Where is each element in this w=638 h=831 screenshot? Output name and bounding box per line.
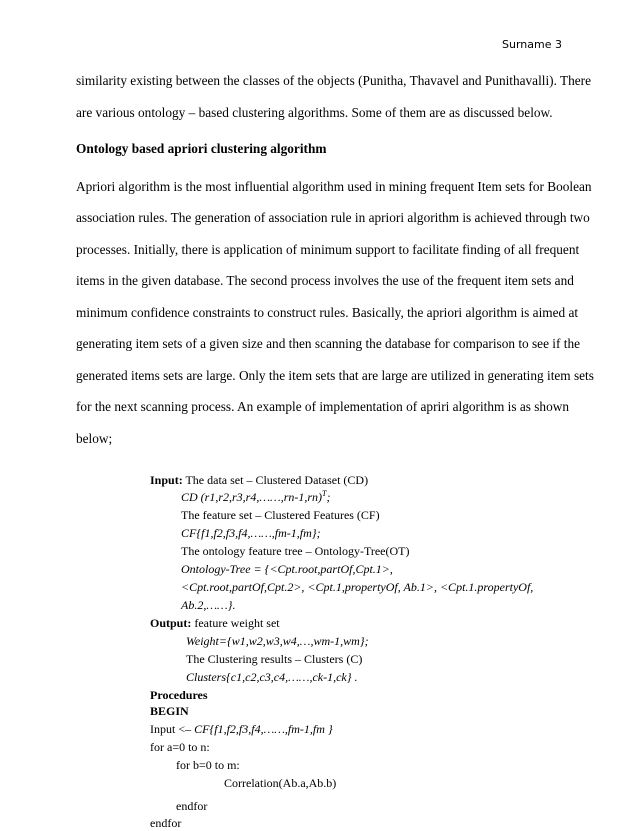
- body-line: similarity existing between the classes of the objects (Punitha, Thavavel and Punithavalli). There: [76, 73, 592, 88]
- output-label: Output:: [150, 616, 192, 630]
- body-line: processes. Initially, there is application of minimum support to facilitate finding of all frequent: [76, 242, 580, 257]
- running-head: Surname 3: [502, 38, 562, 51]
- section-heading: Ontology based apriori clustering algorithm: [76, 141, 327, 156]
- clustering-results-line: The Clustering results – Clusters (C): [186, 652, 363, 666]
- clusters-line: Clusters{c1,c2,c3,c4,……,ck-1,ck} .: [186, 670, 358, 684]
- for-b-line: for b=0 to m:: [176, 758, 240, 772]
- input-assign-line: [150, 722, 333, 737]
- body-line: items in the given database. The second process involves the use of the frequent item sets and: [76, 273, 574, 288]
- ot-line-1: Ontology-Tree = {<Cpt.root,partOf,Cpt.1>,: [181, 562, 393, 576]
- output-text: feature weight set: [191, 616, 280, 630]
- correlation-line: Correlation(Ab.a,Ab.b): [224, 776, 337, 790]
- ot-line-3: Ab.2,……}.: [181, 598, 236, 612]
- begin-keyword: BEGIN: [150, 704, 189, 718]
- cd-sup: T: [322, 489, 327, 498]
- cd-prefix: CD (: [181, 490, 205, 504]
- body-line: below;: [76, 431, 113, 446]
- cd-terms: r1,r2,r3,r4,……,rn-1,rn: [204, 490, 319, 504]
- input-assign-prefix: Input <–: [150, 722, 195, 736]
- ontology-tree-line: The ontology feature tree – Ontology-Tree(OT): [181, 544, 410, 558]
- input-text: The data set – Clustered Dataset (CD): [182, 473, 369, 487]
- cd-end: ;: [326, 490, 331, 504]
- weight-line: Weight={w1,w2,w3,w4,…,wm-1,wm};: [186, 634, 369, 648]
- algo-output-line: [150, 616, 280, 631]
- for-a-line: for a=0 to n:: [150, 740, 210, 754]
- body-line: for the next scanning process. An example of implementation of apriri algorithm is as shown: [76, 399, 569, 414]
- body-line: minimum confidence constraints to construct rules. Basically, the apriori algorithm is aimed at: [76, 305, 579, 320]
- body-line: are various ontology – based clustering algorithms. Some of them are as discussed below.: [76, 105, 553, 120]
- cd-suffix: ): [318, 490, 323, 504]
- body-line: generated items sets are large. Only the item sets that are large are utilized in generating item sets: [76, 368, 594, 383]
- cd-line: [181, 490, 330, 505]
- endfor-inner: endfor: [176, 799, 208, 813]
- input-assign-set: CF{f1,f2,f3,f4,……,fm-1,fm }: [194, 722, 333, 736]
- input-label: Input:: [150, 473, 183, 487]
- feature-set-line: The feature set – Clustered Features (CF): [181, 508, 380, 522]
- cf-line: CF{f1,f2,f3,f4,……,fm-1,fm};: [181, 526, 321, 540]
- endfor-outer: endfor: [150, 816, 182, 830]
- procedures-label: Procedures: [150, 688, 208, 702]
- body-line: Apriori algorithm is the most influential algorithm used in mining frequent Item sets for Boolean: [76, 179, 592, 194]
- body-line: generating item sets of a given size and then scanning the database for comparison to see if the: [76, 336, 581, 351]
- body-line: association rules. The generation of association rule in apriori algorithm is achieved through two: [76, 210, 590, 225]
- algo-input-line: [150, 473, 368, 488]
- ot-line-2: <Cpt.root,partOf,Cpt.2>, <Cpt.1,propertyOf, Ab.1>, <Cpt.1.propertyOf,: [181, 580, 534, 594]
